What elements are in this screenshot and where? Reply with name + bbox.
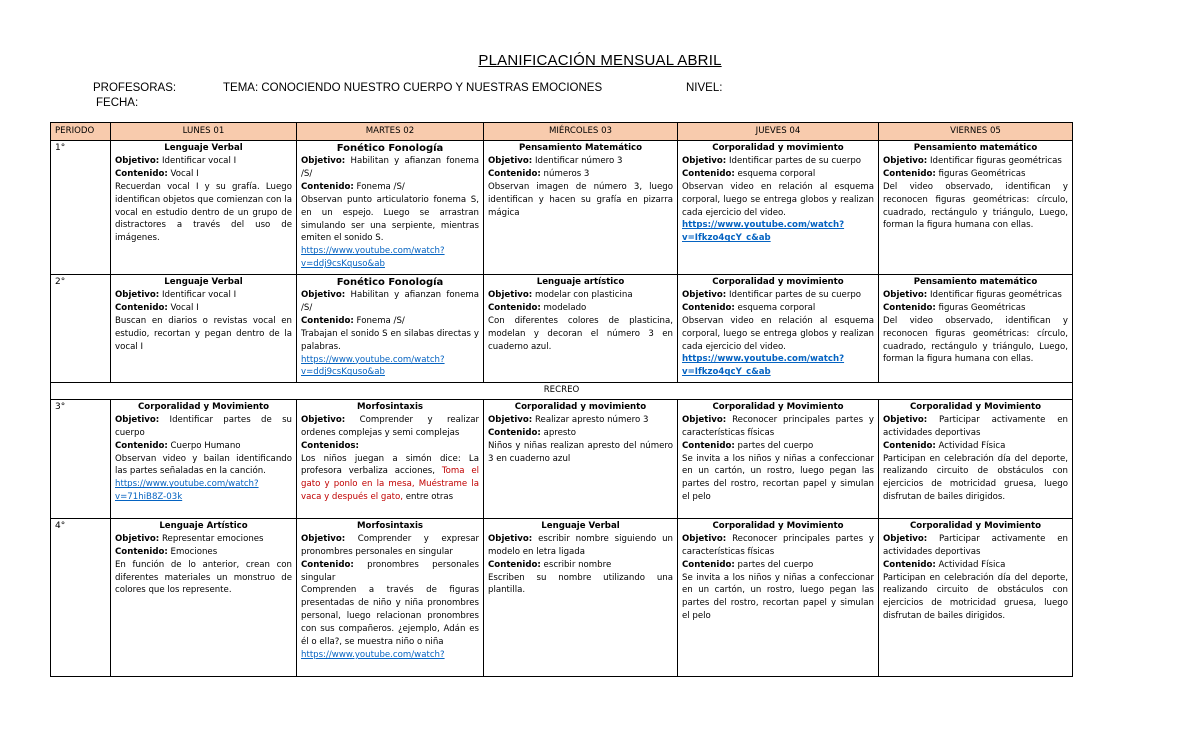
activity-text: Comprenden a través de figuras presentadas de niño y niña pronombres personal, luego relacionan pronombres con sus compañeros. ¿ejemplo, Adán es él o ella?, se muestra niño o niña: [301, 585, 479, 648]
activity-cell: Corporalidad y movimiento Objetivo: Identificar partes de su cuerpo Contenido: esquema corporal Observan video en relación al esquema corporal, luego se entrega globos y realizan cada ejercicio del video. https://www.youtube.com/watch?v=Ifkzo4qcY_c&ab: [678, 275, 879, 383]
activity-cell: Fonético Fonología Objetivo: Habilitan y afianzan fonema /S/ Contenido: Fonema /S/ Trabajan el sonido S en silabas directas y palabras. https://www.youtube.com/watch?v=ddj9csKquso&ab: [297, 275, 484, 383]
subject-title: Corporalidad y Movimiento: [138, 401, 269, 412]
subject-title: Corporalidad y movimiento: [514, 401, 647, 412]
subject-title: Corporalidad y movimiento: [712, 143, 844, 153]
video-link[interactable]: https://www.youtube.com/watch?: [301, 649, 445, 660]
profesoras-field: PROFESORAS:: [93, 82, 177, 94]
activity-text: Del video observado, identifican y reconocen figuras geométricas: círculo, cuadrado, rectángulo y triángulo, Luego, forman la figura humana con ellas.: [883, 315, 1068, 365]
activity-text: Observan video y bailan identificando las partes señaladas en la canción.: [115, 453, 292, 477]
activity-text: Observan punto articulatorio fonema S, en un espejo. Luego se arrastran simulando ser una serpiente, mientras emiten el sonido S.: [301, 194, 479, 244]
activity-text: Participan en celebración día del deporte, realizando circuito de obstáculos con ejercicios de motricidad gruesa, luego disfrutan de bailes dirigidos.: [883, 572, 1068, 622]
planning-table: [50, 122, 1073, 677]
subject-title: Pensamiento Matemático: [518, 143, 643, 153]
subject-title: Corporalidad y Movimiento: [910, 401, 1041, 412]
activity-text: Participan en celebración día del deporte, realizando circuito de obstáculos con ejercicios de motricidad gruesa, luego disfrutan de bailes dirigidos.: [883, 453, 1068, 503]
fecha-field: FECHA:: [96, 97, 139, 109]
activity-cell: Corporalidad y Movimiento Objetivo: Participar activamente en actividades deportivas Contenido: Actividad Física Participan en celebración día del deporte, realizando circuito de obstáculos con ejercicios de motricidad gruesa, luego disfrutan de bailes dirigidos.: [879, 518, 1073, 676]
tema-field: [223, 82, 602, 94]
activity-text: Niños y niñas realizan apresto del número 3 en cuaderno azul: [488, 440, 673, 464]
col-header-lunes: LUNES 01: [111, 123, 297, 141]
activity-cell: Corporalidad y Movimiento Objetivo: Reconocer principales partes y características físicas Contenido: partes del cuerpo Se invita a los niños y niñas a confeccionar en un cartón, un rostro, luego pegan las partes del rostro, recortan papel y simulan el pelo: [678, 518, 879, 676]
recreo-label: RECREO: [51, 383, 1073, 400]
activity-cell: Fonético Fonología Objetivo: Habilitan y afianzan fonema /S/ Contenido: Fonema /S/ Observan punto articulatorio fonema S, en un espejo. Luego se arrastran simulando ser una serpiente, mientras emiten el sonido S. https://www.youtube.com/watch?v=ddj9csKquso&ab: [297, 141, 484, 275]
activity-text: Trabajan el sonido S en silabas directas y palabras.: [301, 328, 479, 352]
subject-title: Fonético Fonología: [336, 143, 444, 154]
activity-cell: Corporalidad y Movimiento Objetivo: Reconocer principales partes y características físicas Contenido: partes del cuerpo Se invita a los niños y niñas a confeccionar en un cartón, un rostro, luego pegan las partes del rostro, recortan papel y simulan el pelo: [678, 399, 879, 518]
activity-cell: Pensamiento matemático Objetivo: Identificar figuras geométricas Contenido: figuras Geométricas Del video observado, identifican y reconocen figuras geométricas: círculo, cuadrado, rectángulo y triángulo, Luego, forman la figura humana con ellas.: [879, 275, 1073, 383]
subject-title: Lenguaje Verbal: [164, 143, 243, 153]
activity-cell: Lenguaje Verbal Objetivo: escribir nombre siguiendo un modelo en letra ligada Contenido: escribir nombre Escriben su nombre utilizando una plantilla.: [484, 518, 678, 676]
page-title: PLANIFICACIÓN MENSUAL ABRIL: [478, 52, 722, 69]
activity-text: Escriben su nombre utilizando una plantilla.: [488, 572, 673, 596]
tema-value: CONOCIENDO NUESTRO CUERPO Y NUESTRAS EMOCIONES: [261, 82, 603, 94]
subject-title: Pensamiento matemático: [913, 277, 1038, 287]
subject-title: Corporalidad y Movimiento: [712, 520, 844, 531]
activity-cell: Lenguaje Artístico Objetivo: Representar emociones Contenido: Emociones En función de lo anterior, crean con diferentes materiales un monstruo de colores que los represente.: [111, 518, 297, 676]
table-row: [51, 518, 1073, 676]
col-header-martes: MARTES 02: [297, 123, 484, 141]
subject-title: Lenguaje artístico: [536, 277, 625, 287]
subject-title: Corporalidad y Movimiento: [910, 520, 1041, 531]
activity-text: Se invita a los niños y niñas a confeccionar en un cartón, un rostro, luego pegan las partes del rostro, recortan papel y simulan el pelo: [682, 572, 874, 622]
tema-label: TEMA:: [223, 82, 259, 94]
activity-cell: Pensamiento Matemático Objetivo: Identificar número 3 Contenido: números 3 Observan imagen de número 3, luego identifican y hacen su grafía en pizarra mágica: [484, 141, 678, 275]
col-header-viernes: VIERNES 05: [879, 123, 1073, 141]
subject-title: Morfosintaxis: [356, 401, 424, 412]
activity-cell: Pensamiento matemático Objetivo: Identificar figuras geométricas Contenido: figuras Geométricas Del video observado, identifican y reconocen figuras geométricas: círculo, cuadrado, rectángulo y triángulo, Luego, forman la figura humana con ellas.: [879, 141, 1073, 275]
activity-text: Con diferentes colores de plasticina, modelan y decoran el número 3 en cuaderno azul.: [488, 315, 673, 352]
activity-cell: Morfosintaxis Objetivo: Comprender y expresar pronombres personales en singular Contenido: pronombres personales singular Comprenden a través de figuras presentadas de niño y niña pronombres personal, luego relacionan pronombres con sus compañeros. ¿ejemplo, Adán es él o ella?, se muestra niño o niña https://www.youtube.com/watch?: [297, 518, 484, 676]
activity-cell: Corporalidad y Movimiento Objetivo: Participar activamente en actividades deportivas Contenido: Actividad Física Participan en celebración día del deporte, realizando circuito de obstáculos con ejercicios de motricidad gruesa, luego disfrutan de bailes dirigidos.: [879, 399, 1073, 518]
subject-title: Lenguaje Verbal: [164, 277, 243, 287]
subject-title: Corporalidad y Movimiento: [712, 401, 844, 412]
periodo-cell: 1°: [51, 141, 111, 275]
activity-cell: Corporalidad y Movimiento Objetivo: Identificar partes de su cuerpo Contenido: Cuerpo Humano Observan video y bailan identificando las partes señaladas en la canción. https://www.youtube.com/watch?v=71hiB8Z-03k: [111, 399, 297, 518]
video-link[interactable]: https://www.youtube.com/watch?v=ddj9csKquso&ab: [301, 246, 445, 270]
activity-cell: Morfosintaxis Objetivo: Comprender y realizar ordenes complejas y semi complejas Contenidos: Los niños juegan a simón dice: La profesora verbaliza acciones, Toma el gato y ponlo en la mesa, Muéstrame la vaca y después el gato, entre otras: [297, 399, 484, 518]
activity-text: Se invita a los niños y niñas a confeccionar en un cartón, un rostro, luego pegan las partes del rostro, recortan papel y simulan el pelo: [682, 453, 874, 503]
col-header-miercoles: MIÉRCOLES 03: [484, 123, 678, 141]
activity-text: Observan video en relación al esquema corporal, luego se entrega globos y realizan cada ejercicio del video.: [682, 315, 874, 352]
video-link[interactable]: https://www.youtube.com/watch?v=71hiB8Z-03k: [115, 479, 259, 503]
table-row: [51, 275, 1073, 383]
activity-text: Los niños juegan a simón dice: La profesora verbaliza acciones, Toma el gato y ponlo en la mesa, Muéstrame la vaca y después el gato, entre otras: [301, 453, 479, 503]
periodo-cell: 2°: [51, 275, 111, 383]
subject-title: Lenguaje Verbal: [541, 520, 620, 531]
subject-title: Pensamiento matemático: [913, 143, 1038, 153]
activity-text: En función de lo anterior, crean con diferentes materiales un monstruo de colores que los represente.: [115, 559, 292, 596]
nivel-label: NIVEL:: [686, 82, 723, 94]
table-row: [51, 399, 1073, 518]
activity-text: Del video observado, identifican y reconocen figuras geométricas: círculo, cuadrado, rectángulo y triángulo, Luego, forman la figura humana con ellas.: [883, 181, 1068, 231]
activity-cell: Lenguaje artístico Objetivo: modelar con plasticina Contenido: modelado Con diferentes colores de plasticina, modelan y decoran el número 3 en cuaderno azul.: [484, 275, 678, 383]
table-row: [51, 141, 1073, 275]
activity-text: Recuerdan vocal I y su grafía. Luego identifican objetos que comienzan con la vocal en estudio dentro de un grupo de distractores a través del uso de imágenes.: [115, 181, 292, 244]
activity-cell: Corporalidad y movimiento Objetivo: Identificar partes de su cuerpo Contenido: esquema corporal Observan video en relación al esquema corporal, luego se entrega globos y realizan cada ejercicio del video. https://www.youtube.com/watch?v=Ifkzo4qcY_c&ab: [678, 141, 879, 275]
col-header-jueves: JUEVES 04: [678, 123, 879, 141]
periodo-cell: 4°: [51, 518, 111, 676]
recreo-row: [51, 383, 1073, 400]
activity-text: Observan video en relación al esquema corporal, luego se entrega globos y realizan cada ejercicio del video.: [682, 181, 874, 218]
video-link[interactable]: https://www.youtube.com/watch?v=ddj9csKquso&ab: [301, 354, 445, 378]
activity-cell: Corporalidad y movimiento Objetivo: Realizar apresto número 3 Contenido: apresto Niños y niñas realizan apresto del número 3 en cuaderno azul: [484, 399, 678, 518]
video-link[interactable]: https://www.youtube.com/watch?v=Ifkzo4qcY_c&ab: [682, 220, 845, 244]
subject-title: Fonético Fonología: [336, 277, 444, 288]
fecha-label: FECHA: [96, 97, 135, 109]
subject-title: Morfosintaxis: [356, 520, 424, 531]
profesoras-label: PROFESORAS: [93, 82, 173, 94]
subject-title: Corporalidad y movimiento: [712, 277, 844, 287]
activity-cell: Lenguaje Verbal Objetivo: Identificar vocal I Contenido: Vocal I Buscan en diarios o revistas vocal en estudio, recortan y pegan dentro de la vocal I: [111, 275, 297, 383]
table-header-row: [51, 123, 1073, 141]
video-link[interactable]: https://www.youtube.com/watch?v=Ifkzo4qcY_c&ab: [682, 354, 845, 378]
activity-cell: Lenguaje Verbal Objetivo: Identificar vocal I Contenido: Vocal I Recuerdan vocal I y su grafía. Luego identifican objetos que comienzan con la vocal en estudio dentro de un grupo de distractores a través del uso de imágenes.: [111, 141, 297, 275]
col-header-periodo: PERIODO: [51, 123, 111, 141]
periodo-cell: 3°: [51, 399, 111, 518]
activity-text: Observan imagen de número 3, luego identifican y hacen su grafía en pizarra mágica: [488, 181, 673, 218]
subject-title: Lenguaje Artístico: [159, 520, 248, 531]
activity-text: Buscan en diarios o revistas vocal en estudio, recortan y pegan dentro de la vocal I: [115, 315, 292, 352]
